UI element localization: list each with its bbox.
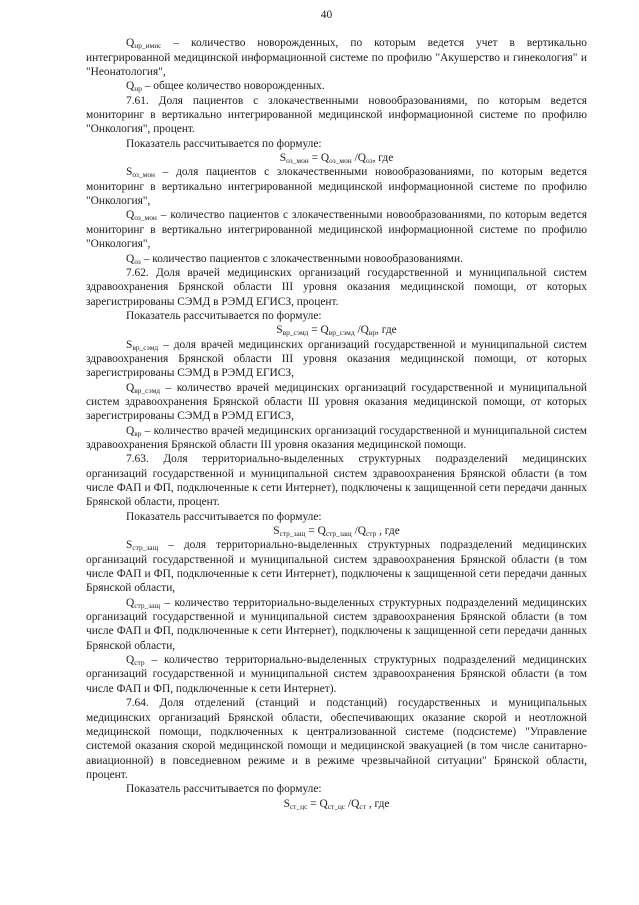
paragraph: 7.61. Доля пациентов с злокачественными новообразованиями, по которым ведется мониторинг в вертикально интегрированной медицинской информационной системе по профилю "Онкология", процент. xyxy=(86,94,587,136)
variable-symbol: Q xyxy=(126,37,135,50)
formula-text: = Q xyxy=(308,152,330,165)
formula-text: = Q xyxy=(305,525,326,538)
paragraph: Показатель рассчитывается по формуле: xyxy=(126,510,322,523)
variable-subscript: вр_сэмд xyxy=(132,342,159,352)
formula-text: = Q xyxy=(307,797,328,810)
formula xyxy=(86,524,587,538)
variable-definition xyxy=(86,338,587,381)
formula-subscript: вр_сэмд xyxy=(328,328,355,338)
variable-definition xyxy=(86,381,587,424)
formula xyxy=(86,323,587,337)
variable-subscript: стр_защ xyxy=(132,543,159,553)
variable-definition xyxy=(86,596,587,653)
formula-subscript: оз_мон xyxy=(329,156,352,166)
document-body xyxy=(86,36,587,811)
definition-text: – общее количество новорожденных. xyxy=(141,80,325,93)
variable-subscript: вр_сэмд xyxy=(134,385,161,395)
definition-text: – количество врачей медицинских организаций государственной и муниципальной систем здравоохранения Брянской области III уровня оказания медицинской помощи, от которых зарегистрированы СЭМД в РЭМД ЕГИСЗ, xyxy=(86,381,587,423)
variable-definition xyxy=(86,424,587,453)
variable-subscript: вр xyxy=(134,428,142,438)
variable-definition xyxy=(86,208,587,251)
definition-text: – количество врачей медицинских организаций государственной и муниципальной систем здравоохранения Брянской области III уровня оказания медицинской помощи. xyxy=(86,424,587,451)
variable-subscript: стр xyxy=(134,658,145,668)
formula-text: /Q xyxy=(351,525,366,538)
definition-text: – доля территориально-выделенных структурных подразделений медицинских организаций государственной и муниципальной систем здравоохранения Брянской области (в том числе ФАП и ФП, подключенные к сети Интернет), подключены к защищенной сети передачи данных Брянской области, xyxy=(86,539,587,595)
paragraph: Показатель рассчитывается по формуле: xyxy=(126,309,322,322)
formula-text: /Q xyxy=(351,152,366,165)
paragraph: 7.63. Доля территориально-выделенных структурных подразделений медицинских организаций государственной и муниципальной систем здравоохранения Брянской области (в том числе ФАП и ФП, подключенные к сети Интернет), подключены к защищенной сети передачи данных Брянской области, процент. xyxy=(86,453,587,509)
definition-text: – доля пациентов с злокачественными новообразованиями, по которым ведется мониторинг в вертикально интегрированной медицинской информационной системе по профилю "Онкология", xyxy=(86,166,587,208)
formula-text: S xyxy=(273,525,280,538)
formula-text: S xyxy=(276,324,283,337)
page-number: 40 xyxy=(320,9,333,21)
formula-subscript: стр_защ xyxy=(279,529,306,539)
variable-symbol: Q xyxy=(126,80,135,93)
definition-text: – количество территориально-выделенных структурных подразделений медицинских организаций государственной и муниципальной систем здравоохранения Брянской области (в том числе ФАП и ФП, подключенные к сети Интернет), подключены к защищенной сети передачи данных Брянской области, xyxy=(86,596,587,652)
formula-text: , где xyxy=(376,324,397,337)
variable-subscript: оз_мон xyxy=(134,213,157,223)
formula-text: /Q xyxy=(345,797,360,810)
variable-symbol: Q xyxy=(126,596,135,609)
variable-definition xyxy=(86,252,587,266)
definition-text: – количество новорожденных, по которым ведется учет в вертикально интегрированной медицинской информационной системе по профилю "Акушерство и гинекология" и "Неонатология", xyxy=(86,37,587,79)
formula xyxy=(86,797,587,811)
variable-symbol: Q xyxy=(126,252,135,265)
variable-subscript: оз xyxy=(134,256,141,266)
definition-text: – количество территориально-выделенных структурных подразделений медицинских организаций государственной и муниципальной систем здравоохранения Брянской области (в том числе ФАП и ФП, подключенные к сети Интернет). xyxy=(86,654,587,695)
variable-symbol: Q xyxy=(126,209,135,222)
paragraph: 7.62. Доля врачей медицинских организаций государственной и муниципальной систем здравоохранения Брянской области III уровня оказания медицинской помощи, от которых зарегистрированы СЭМД в РЭМД ЕГИСЗ, процент. xyxy=(86,266,587,308)
variable-symbol: S xyxy=(126,166,133,179)
variable-subscript: оз_мон xyxy=(132,170,155,180)
paragraph: Показатель рассчитывается по формуле: xyxy=(126,783,322,796)
variable-symbol: S xyxy=(126,539,133,552)
variable-subscript: нр_имис xyxy=(134,41,162,51)
formula-text: , где xyxy=(372,152,394,165)
formula-subscript: ст xyxy=(359,801,366,811)
variable-definition xyxy=(86,79,587,93)
variable-subscript: стр_защ xyxy=(134,600,161,610)
variable-symbol: Q xyxy=(126,654,135,667)
formula-text: = Q xyxy=(308,324,329,337)
variable-symbol: Q xyxy=(126,424,135,437)
variable-definition xyxy=(86,538,587,595)
variable-definition xyxy=(86,36,587,79)
formula-subscript: вр xyxy=(368,328,377,338)
formula xyxy=(86,151,587,165)
variable-definition xyxy=(86,653,587,696)
formula-text: , где xyxy=(376,525,400,538)
formula-text: /Q xyxy=(354,324,369,337)
formula-subscript: ст_цс xyxy=(327,801,346,811)
formula-subscript: стр_защ xyxy=(325,529,352,539)
variable-definition xyxy=(86,165,587,208)
definition-text: – количество пациентов с злокачественными новообразованиями. xyxy=(140,252,463,265)
formula-subscript: ст_цс xyxy=(289,801,308,811)
formula-subscript: оз xyxy=(365,156,373,166)
formula-text: S xyxy=(283,797,290,810)
variable-symbol: Q xyxy=(126,381,135,394)
formula-text: , где xyxy=(365,797,390,810)
formula-subscript: вр_сэмд xyxy=(282,328,309,338)
paragraph: Показатель рассчитывается по формуле: xyxy=(126,137,322,150)
variable-subscript: нр xyxy=(134,84,142,94)
definition-text: – количество пациентов с злокачественными новообразованиями, по которым ведется мониторинг в вертикально интегрированной медицинской информационной системе по профилю "Онкология", xyxy=(86,209,587,251)
variable-symbol: S xyxy=(126,338,133,351)
definition-text: – доля врачей медицинских организаций государственной и муниципальной систем здравоохранения Брянской области III уровня оказания медицинской помощи, от которых зарегистрированы СЭМД в РЭМД ЕГИСЗ, xyxy=(86,338,587,380)
paragraph: 7.64. Доля отделений (станций и подстанций) государственных и муниципальных медицинских организаций Брянской области, обеспечивающих оказание скорой и неотложной медицинской помощи, подключенных к централизованной системе (подсистеме) "Управление системой оказания скорой медицинской помощи и медицинской эвакуацией (в том числе санитарно-авиационной) в повседневном режиме и в режиме чрезвычайной ситуации" Брянской области, процент. xyxy=(86,697,587,781)
formula-subscript: оз_мон xyxy=(286,156,309,166)
formula-text: S xyxy=(279,152,287,165)
formula-subscript: стр xyxy=(365,529,377,539)
